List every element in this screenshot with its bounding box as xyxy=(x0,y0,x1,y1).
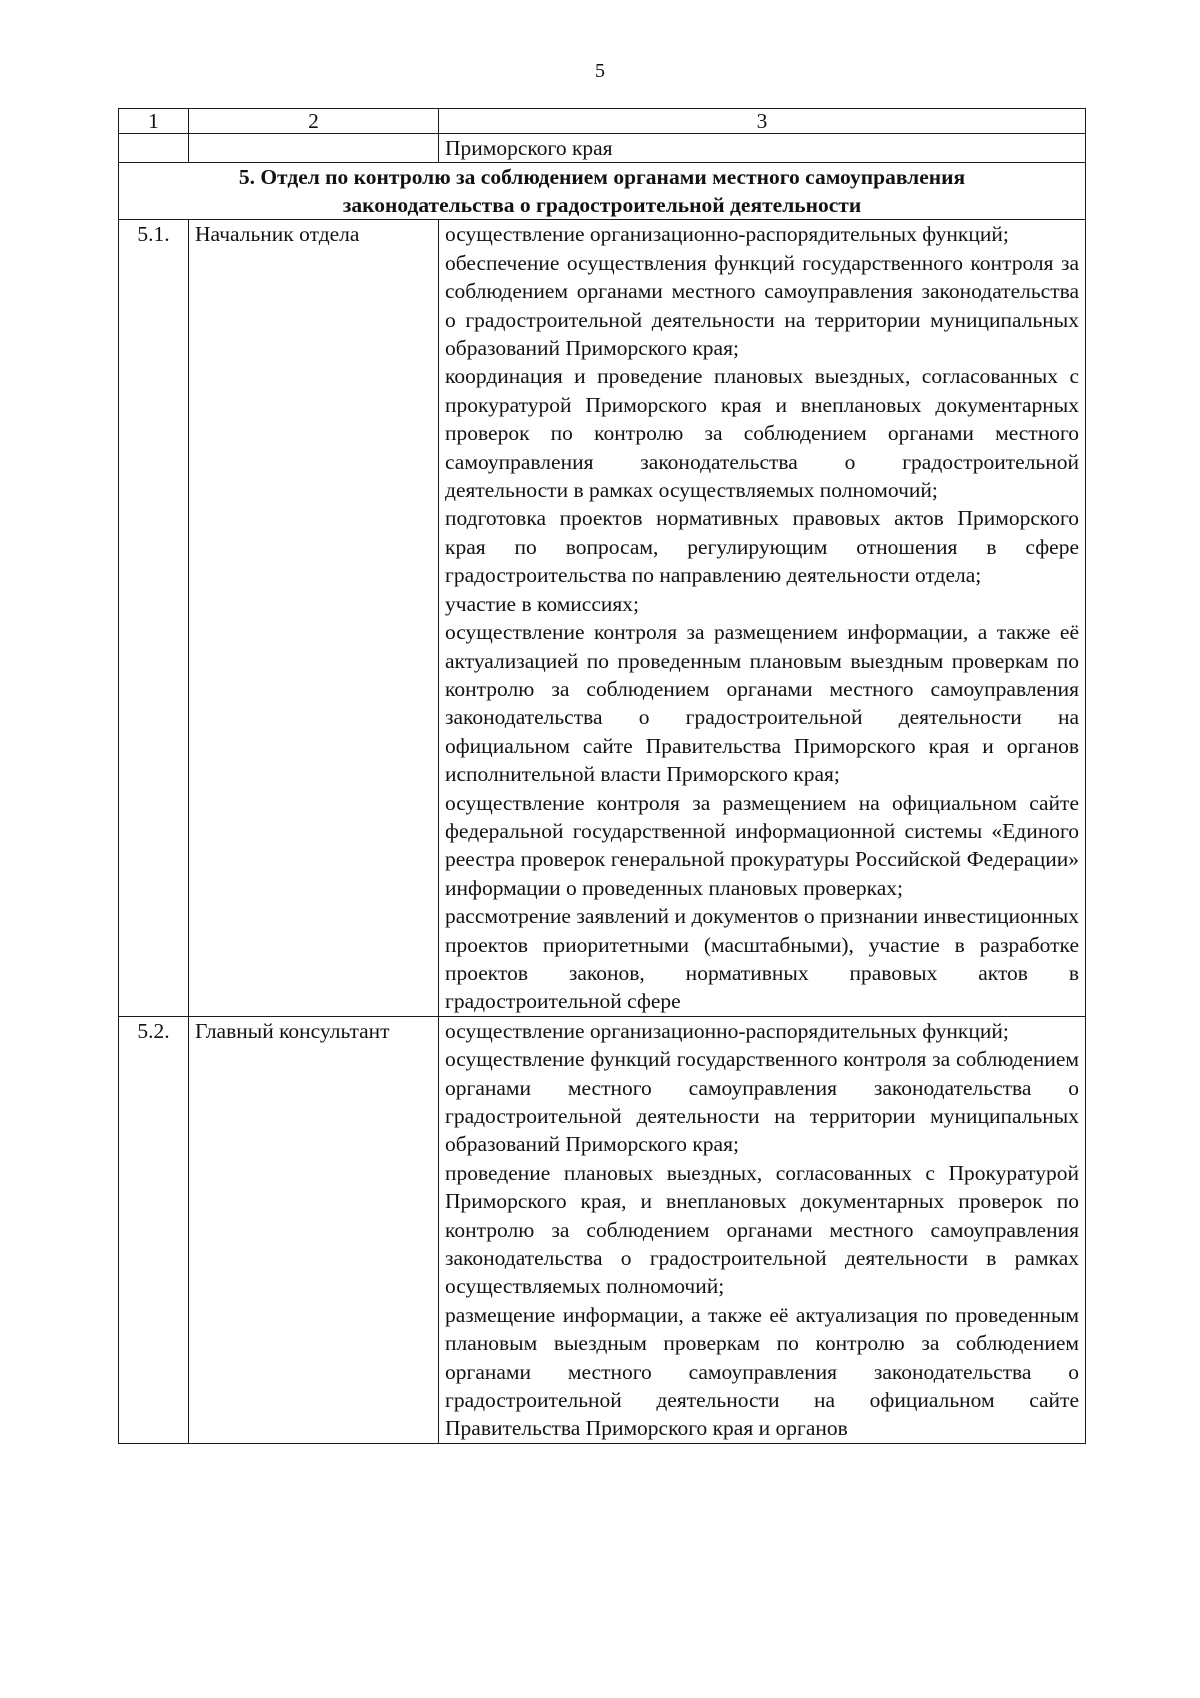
duties-table xyxy=(118,108,1086,1444)
duty-item: обеспечение осуществления функций государственного контроля за соблюдением органами местного самоуправления законодательства о градостроительной деятельности на территории муниципальных образований Приморского края; xyxy=(445,250,1079,361)
column-number-2: 2 xyxy=(189,109,439,134)
duty-item: осуществление организационно-распорядительных функций; xyxy=(445,1018,1009,1043)
row-number: 5.2. xyxy=(119,1016,189,1443)
continuation-text: Приморского края xyxy=(439,134,1086,163)
duty-item: осуществление контроля за размещением информации, а также её актуализацией по проведенным плановым выездным проверкам по контролю за соблюдением органами местного самоуправления законодательства о градостроительной деятельности на официальном сайте Правительства Приморского края и органов исполнительной власти Приморского края; xyxy=(445,620,1079,787)
section-heading xyxy=(119,163,1086,220)
duty-item: координация и проведение плановых выездных, согласованных с прокуратурой Приморского края и внеплановых документарных проверок по контролю за соблюдением органами местного самоуправления законодательства о градостроительной деятельности в рамках осуществляемых полномочий; xyxy=(445,364,1079,503)
duty-item: подготовка проектов нормативных правовых актов Приморского края по вопросам, регулирующим отношения в сфере градостроительства по направлению деятельности отдела; xyxy=(445,506,1079,588)
duty-item: осуществление организационно-распорядительных функций; xyxy=(445,222,1009,247)
column-number-row xyxy=(119,109,1086,134)
duties-list xyxy=(439,1016,1086,1443)
section-heading-row xyxy=(119,163,1086,220)
position-title: Главный консультант xyxy=(189,1016,439,1443)
continuation-row xyxy=(119,134,1086,163)
column-number-3: 3 xyxy=(439,109,1086,134)
position-title: Начальник отдела xyxy=(189,220,439,1016)
duties-list xyxy=(439,220,1086,1016)
column-number-1: 1 xyxy=(119,109,189,134)
duty-item: осуществление функций государственного контроля за соблюдением органами местного самоуправления законодательства о градостроительной деятельности на территории муниципальных образований Приморского края; xyxy=(445,1047,1079,1157)
row-number: 5.1. xyxy=(119,220,189,1016)
duty-item: рассмотрение заявлений и документов о признании инвестиционных проектов приоритетными (масштабными), участие в разработке проектов законов, нормативных правовых актов в градостроительной сфере xyxy=(445,904,1079,1014)
duty-item: проведение плановых выездных, согласованных с Прокуратурой Приморского края, и внеплановых документарных проверок по контролю за соблюдением органами местного самоуправления законодательства о градостроительной деятельности в рамках осуществляемых полномочий; xyxy=(445,1160,1079,1299)
duty-item: размещение информации, а также её актуализация по проведенным плановым выездным проверкам по контролю за соблюдением органами местного самоуправления законодательства о градостроительной деятельности на официальном сайте Правительства Приморского края и органов xyxy=(445,1302,1079,1441)
duty-item: осуществление контроля за размещением на официальном сайте федеральной государственной информационной системы «Единого реестра проверок генеральной прокуратуры Российской Федерации» информации о проведенных плановых проверках; xyxy=(445,790,1079,900)
page-number: 5 xyxy=(595,60,605,82)
section-title-line-1: 5. Отдел по контролю за соблюдением органами местного самоуправления xyxy=(238,165,966,190)
duty-item: участие в комиссиях; xyxy=(445,591,640,616)
section-title-line-2: законодательства о градостроительной деятельности xyxy=(342,193,862,218)
table-row xyxy=(119,1016,1086,1443)
table-row xyxy=(119,220,1086,1016)
